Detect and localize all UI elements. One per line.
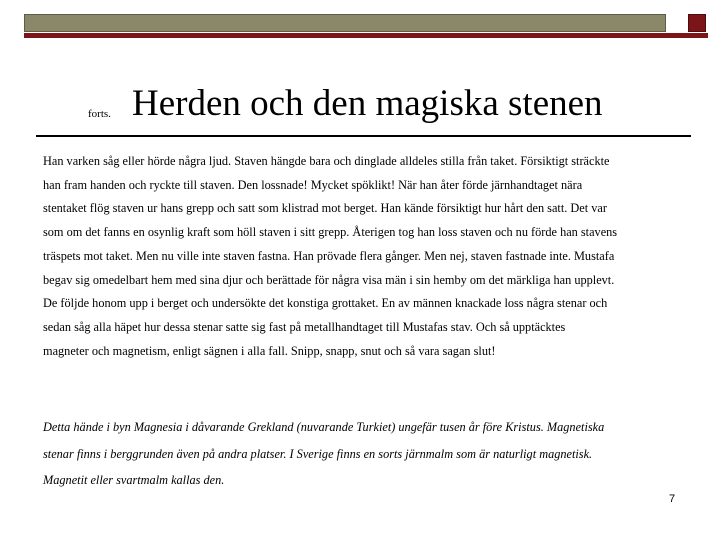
historical-note [43,414,683,494]
story-line: han fram handen och ryckte till staven. Den lossnade! Mycket spöklikt! När han åter förde järnhandtaget nära [43,177,583,192]
story-line: som om det fanns en osynlig kraft som höll staven i sitt grepp. Återigen tog han loss staven och nu förde han stavens [43,225,618,240]
story-line: begav sig omedelbart hem med sina djur och berättade för några visa män i sin hemby om det märkliga han upplevt. [43,272,615,287]
story-paragraph [43,150,683,363]
note-line: stenar finns i berggrunden även på andra platser. I Sverige finns en sorts järnmalm som är naturligt magnetisk. [43,446,593,461]
page-number: 7 [669,493,676,505]
title-divider [36,135,691,137]
story-line: stentaket flög staven ur hans grepp och satt som klistrad mot berget. Han kände försiktigt hur hårt den satt. Det var [43,201,607,216]
note-line: Detta hände i byn Magnesia i dåvarande Grekland (nuvarande Turkiet) ungefär tusen år före Kristus. Magnetiska [43,420,605,434]
story-line: magneter och magnetism, enligt sägnen i alla fall. Snipp, snapp, snut och så vara sagan slut! [43,343,496,358]
slide-title: Herden och den magiska stenen [132,83,603,124]
story-line: träspets mot taket. Men nu ville inte staven fastna. Han prövade flera gånger. Men nej, staven fastnade inte. Mustafa [43,248,615,263]
story-line: sedan såg alla häpet hur dessa stenar satte sig fast på metallhandtaget till Mustafas stav. Och så upptäcktes [43,319,566,334]
header-decoration-bar [24,14,666,32]
header-decoration-square [688,14,706,32]
story-line: Han varken såg eller hörde några ljud. Staven hängde bara och dinglade alldeles stilla från taket. Försiktigt sträckte [43,154,610,168]
continued-label: forts. [88,108,111,120]
header-accent-line [24,33,708,38]
story-line: De följde honom upp i berget och undersökte det konstiga grottaket. En av männen knackade loss några stenar och [43,296,608,311]
note-line: Magnetit eller svartmalm kallas den. [43,473,225,487]
